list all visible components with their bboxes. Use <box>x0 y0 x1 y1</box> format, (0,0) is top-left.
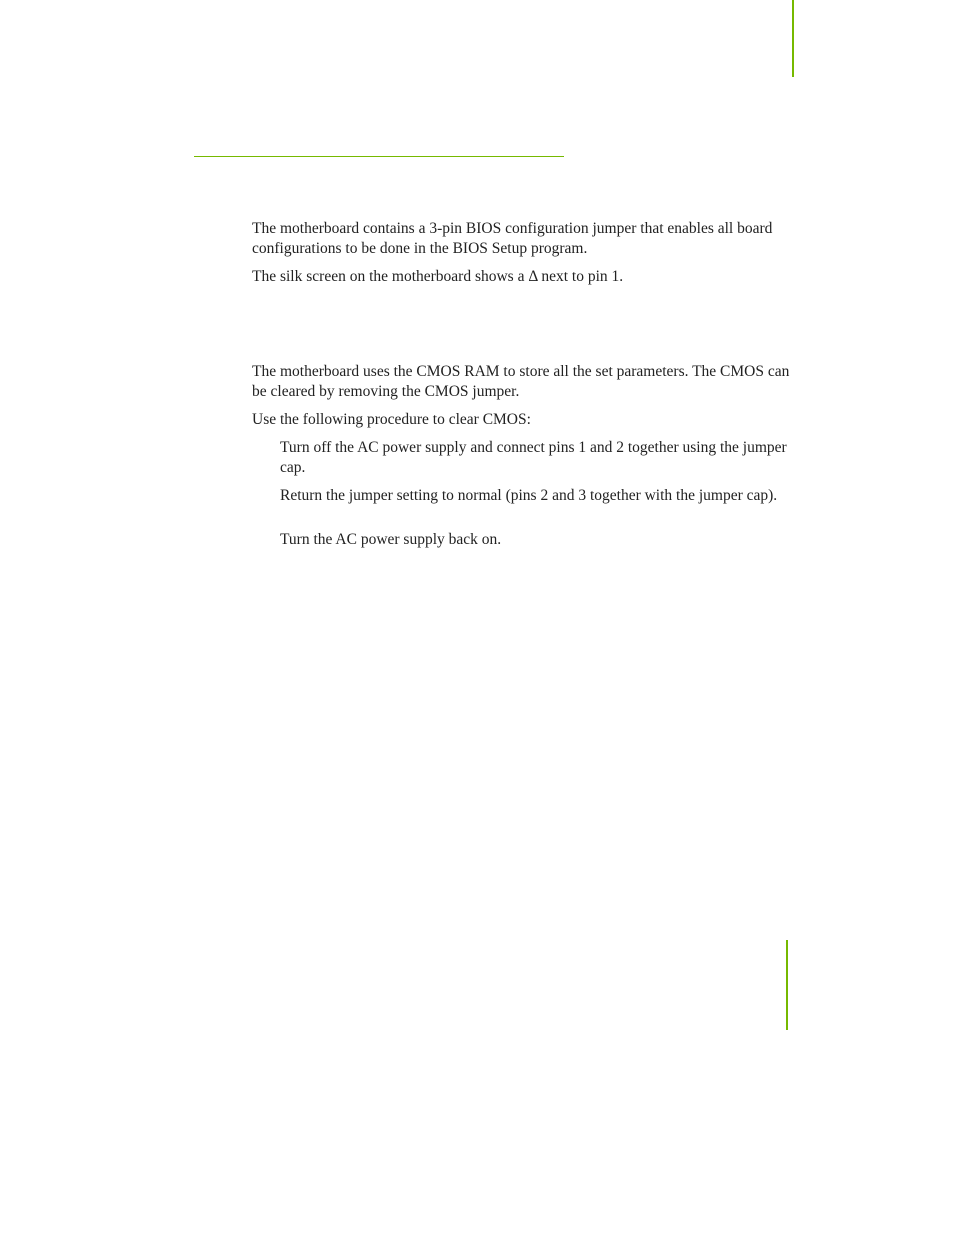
clear-cmos-step-1: Turn off the AC power supply and connect pins 1 and 2 together using the jumper cap. <box>280 439 787 476</box>
clear-cmos-step-3: Turn the AC power supply back on. <box>280 531 502 548</box>
section-divider-rule <box>194 156 564 157</box>
top-right-accent-rule <box>792 0 794 77</box>
clear-cmos-step-2: Return the jumper setting to normal (pins 2 and 3 together with the jumper cap). <box>280 487 778 504</box>
bottom-right-accent-rule <box>786 940 788 1030</box>
clear-cmos-paragraph-1: The motherboard uses the CMOS RAM to store all the set parameters. The CMOS can be cleared by removing the CMOS jumper. <box>252 363 790 400</box>
clear-cmos-paragraph-2: Use the following procedure to clear CMOS: <box>252 411 531 428</box>
bios-jumper-paragraph-1: The motherboard contains a 3-pin BIOS configuration jumper that enables all board configurations to be done in the BIOS Setup program. <box>252 220 773 257</box>
bios-jumper-paragraph-2: The silk screen on the motherboard shows a Δ next to pin 1. <box>252 268 624 285</box>
